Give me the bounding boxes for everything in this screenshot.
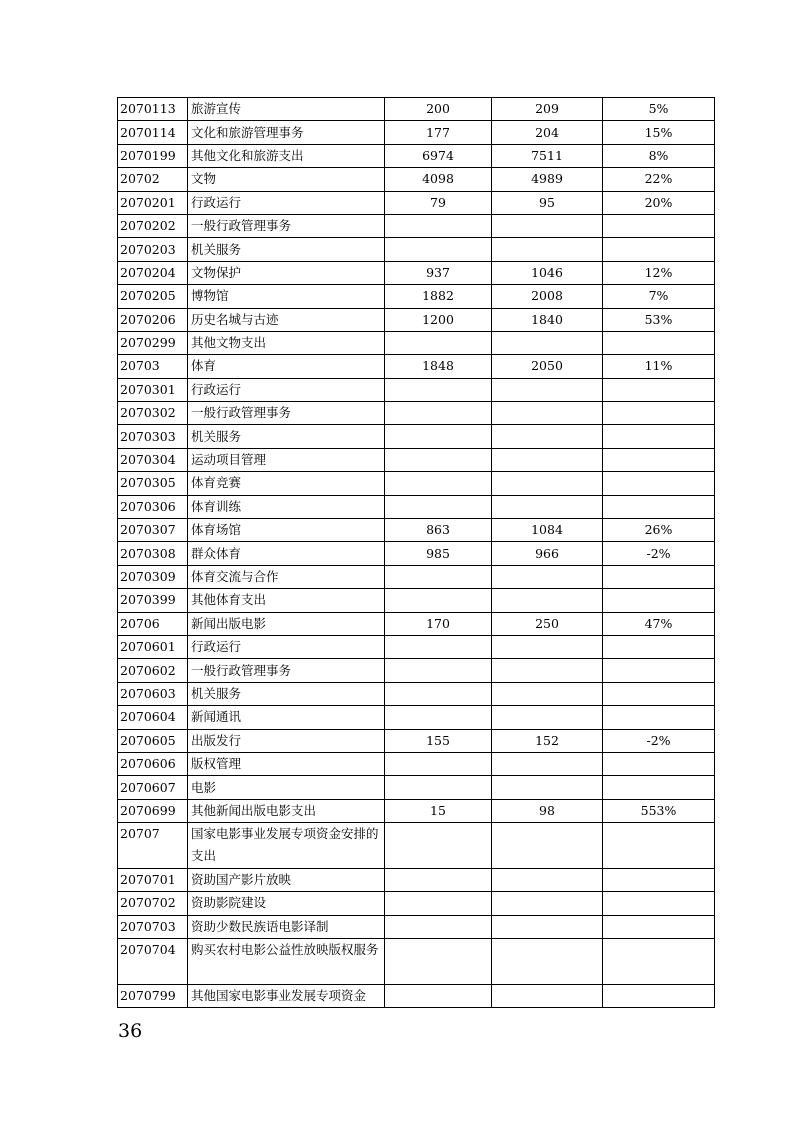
subject-code-cell: 2070302 (118, 402, 188, 425)
subject-name-cell: 群众体育 (188, 542, 385, 565)
growth-rate-cell (603, 472, 715, 495)
amount-prev-cell (385, 495, 492, 518)
amount-current-cell (492, 682, 603, 705)
amount-current-cell: 2050 (492, 355, 603, 378)
amount-prev-cell (385, 659, 492, 682)
subject-name-cell: 出版发行 (188, 729, 385, 752)
amount-prev-cell (385, 939, 492, 985)
subject-code-cell: 2070203 (118, 238, 188, 261)
table-row (118, 659, 715, 682)
amount-prev-cell: 4098 (385, 168, 492, 191)
growth-rate-cell (603, 939, 715, 985)
subject-code-cell: 2070113 (118, 98, 188, 121)
growth-rate-cell: 26% (603, 519, 715, 542)
table-row (118, 425, 715, 448)
growth-rate-cell (603, 892, 715, 915)
amount-prev-cell (385, 868, 492, 891)
amount-current-cell (492, 565, 603, 588)
table-row (118, 939, 715, 985)
growth-rate-cell: 8% (603, 144, 715, 167)
amount-current-cell: 204 (492, 121, 603, 144)
subject-name-cell: 一般行政管理事务 (188, 659, 385, 682)
growth-rate-cell: 22% (603, 168, 715, 191)
subject-name-cell: 行政运行 (188, 191, 385, 214)
subject-name-cell: 文物保护 (188, 261, 385, 284)
growth-rate-cell (603, 776, 715, 799)
amount-prev-cell: 15 (385, 799, 492, 822)
growth-rate-cell (603, 635, 715, 658)
subject-code-cell: 2070309 (118, 565, 188, 588)
amount-current-cell (492, 589, 603, 612)
amount-current-cell (492, 214, 603, 237)
amount-prev-cell: 985 (385, 542, 492, 565)
growth-rate-cell (603, 752, 715, 775)
amount-current-cell (492, 238, 603, 261)
subject-name-cell: 其他体育支出 (188, 589, 385, 612)
subject-code-cell: 2070206 (118, 308, 188, 331)
amount-prev-cell (385, 472, 492, 495)
amount-current-cell: 1840 (492, 308, 603, 331)
subject-name-cell: 文物 (188, 168, 385, 191)
amount-current-cell (492, 659, 603, 682)
growth-rate-cell (603, 984, 715, 1007)
subject-code-cell: 2070199 (118, 144, 188, 167)
amount-prev-cell: 1200 (385, 308, 492, 331)
table-row (118, 331, 715, 354)
subject-code-cell: 2070308 (118, 542, 188, 565)
growth-rate-cell (603, 915, 715, 938)
subject-name-cell: 行政运行 (188, 635, 385, 658)
table-row (118, 402, 715, 425)
table-row (118, 915, 715, 938)
subject-code-cell: 2070204 (118, 261, 188, 284)
growth-rate-cell: 20% (603, 191, 715, 214)
growth-rate-cell: 53% (603, 308, 715, 331)
amount-current-cell (492, 706, 603, 729)
amount-prev-cell (385, 402, 492, 425)
amount-prev-cell: 177 (385, 121, 492, 144)
amount-current-cell: 250 (492, 612, 603, 635)
subject-name-cell: 购买农村电影公益性放映版权服务 (188, 939, 385, 985)
subject-name-cell: 机关服务 (188, 682, 385, 705)
amount-prev-cell: 1848 (385, 355, 492, 378)
subject-name-cell: 国家电影事业发展专项资金安排的支出 (188, 823, 385, 869)
amount-prev-cell (385, 425, 492, 448)
amount-current-cell (492, 402, 603, 425)
growth-rate-cell: 15% (603, 121, 715, 144)
amount-prev-cell: 937 (385, 261, 492, 284)
table-row (118, 261, 715, 284)
amount-current-cell: 98 (492, 799, 603, 822)
table-row (118, 168, 715, 191)
table-row (118, 214, 715, 237)
table-row (118, 378, 715, 401)
growth-rate-cell (603, 565, 715, 588)
table-row (118, 285, 715, 308)
growth-rate-cell: 11% (603, 355, 715, 378)
table-row (118, 121, 715, 144)
amount-prev-cell (385, 238, 492, 261)
amount-current-cell (492, 425, 603, 448)
amount-current-cell (492, 472, 603, 495)
table-row (118, 519, 715, 542)
amount-prev-cell: 1882 (385, 285, 492, 308)
amount-current-cell (492, 776, 603, 799)
subject-code-cell: 2070303 (118, 425, 188, 448)
amount-current-cell (492, 331, 603, 354)
subject-code-cell: 2070602 (118, 659, 188, 682)
subject-code-cell: 20703 (118, 355, 188, 378)
subject-code-cell: 20702 (118, 168, 188, 191)
subject-code-cell: 2070307 (118, 519, 188, 542)
subject-name-cell: 其他国家电影事业发展专项资金 (188, 984, 385, 1007)
budget-table-body (118, 98, 715, 1008)
table-row (118, 612, 715, 635)
growth-rate-cell (603, 425, 715, 448)
table-row (118, 144, 715, 167)
table-row (118, 729, 715, 752)
growth-rate-cell (603, 495, 715, 518)
growth-rate-cell (603, 823, 715, 869)
subject-code-cell: 2070301 (118, 378, 188, 401)
growth-rate-cell (603, 706, 715, 729)
amount-prev-cell (385, 915, 492, 938)
subject-code-cell: 2070306 (118, 495, 188, 518)
subject-name-cell: 机关服务 (188, 425, 385, 448)
table-row (118, 776, 715, 799)
amount-prev-cell: 863 (385, 519, 492, 542)
growth-rate-cell (603, 402, 715, 425)
subject-code-cell: 2070702 (118, 892, 188, 915)
table-row (118, 238, 715, 261)
table-row (118, 448, 715, 471)
subject-code-cell: 20707 (118, 823, 188, 869)
growth-rate-cell (603, 448, 715, 471)
table-row (118, 823, 715, 869)
growth-rate-cell (603, 331, 715, 354)
amount-current-cell: 209 (492, 98, 603, 121)
table-row (118, 752, 715, 775)
amount-current-cell (492, 823, 603, 869)
amount-prev-cell (385, 823, 492, 869)
subject-name-cell: 资助国产影片放映 (188, 868, 385, 891)
amount-current-cell: 966 (492, 542, 603, 565)
amount-prev-cell (385, 214, 492, 237)
amount-current-cell (492, 495, 603, 518)
subject-code-cell: 2070114 (118, 121, 188, 144)
subject-code-cell: 2070299 (118, 331, 188, 354)
table-row (118, 495, 715, 518)
amount-current-cell: 95 (492, 191, 603, 214)
amount-current-cell: 1084 (492, 519, 603, 542)
amount-current-cell (492, 868, 603, 891)
subject-code-cell: 2070399 (118, 589, 188, 612)
table-row (118, 799, 715, 822)
subject-name-cell: 一般行政管理事务 (188, 402, 385, 425)
amount-prev-cell (385, 752, 492, 775)
subject-code-cell: 2070606 (118, 752, 188, 775)
table-row (118, 542, 715, 565)
subject-code-cell: 2070202 (118, 214, 188, 237)
amount-prev-cell (385, 776, 492, 799)
growth-rate-cell: 5% (603, 98, 715, 121)
subject-name-cell: 其他文化和旅游支出 (188, 144, 385, 167)
growth-rate-cell (603, 682, 715, 705)
amount-current-cell: 1046 (492, 261, 603, 284)
amount-prev-cell (385, 448, 492, 471)
subject-name-cell: 其他新闻出版电影支出 (188, 799, 385, 822)
amount-current-cell (492, 378, 603, 401)
subject-code-cell: 2070799 (118, 984, 188, 1007)
subject-name-cell: 机关服务 (188, 238, 385, 261)
growth-rate-cell (603, 378, 715, 401)
amount-prev-cell: 155 (385, 729, 492, 752)
subject-code-cell: 2070603 (118, 682, 188, 705)
table-row (118, 355, 715, 378)
table-row (118, 868, 715, 891)
subject-name-cell: 资助影院建设 (188, 892, 385, 915)
budget-table (117, 97, 715, 1008)
amount-prev-cell (385, 331, 492, 354)
subject-name-cell: 其他文物支出 (188, 331, 385, 354)
growth-rate-cell: 47% (603, 612, 715, 635)
amount-prev-cell (385, 565, 492, 588)
amount-current-cell: 4989 (492, 168, 603, 191)
amount-prev-cell (385, 984, 492, 1007)
subject-name-cell: 一般行政管理事务 (188, 214, 385, 237)
amount-current-cell (492, 752, 603, 775)
table-row (118, 472, 715, 495)
table-row (118, 308, 715, 331)
subject-code-cell: 20706 (118, 612, 188, 635)
subject-name-cell: 体育竞赛 (188, 472, 385, 495)
amount-prev-cell: 170 (385, 612, 492, 635)
growth-rate-cell: -2% (603, 729, 715, 752)
subject-name-cell: 行政运行 (188, 378, 385, 401)
amount-current-cell: 152 (492, 729, 603, 752)
page-number: 36 (118, 1020, 143, 1042)
subject-code-cell: 2070699 (118, 799, 188, 822)
subject-name-cell: 体育训练 (188, 495, 385, 518)
amount-prev-cell: 79 (385, 191, 492, 214)
growth-rate-cell (603, 214, 715, 237)
growth-rate-cell: 12% (603, 261, 715, 284)
table-row (118, 892, 715, 915)
growth-rate-cell (603, 868, 715, 891)
table-row (118, 589, 715, 612)
subject-code-cell: 2070704 (118, 939, 188, 985)
table-row (118, 706, 715, 729)
subject-code-cell: 2070601 (118, 635, 188, 658)
subject-code-cell: 2070305 (118, 472, 188, 495)
amount-current-cell (492, 892, 603, 915)
amount-current-cell (492, 984, 603, 1007)
amount-prev-cell: 200 (385, 98, 492, 121)
subject-name-cell: 新闻通讯 (188, 706, 385, 729)
amount-prev-cell (385, 635, 492, 658)
subject-name-cell: 运动项目管理 (188, 448, 385, 471)
subject-name-cell: 电影 (188, 776, 385, 799)
amount-prev-cell (385, 589, 492, 612)
growth-rate-cell (603, 238, 715, 261)
table-row (118, 635, 715, 658)
table-row (118, 565, 715, 588)
table-row (118, 98, 715, 121)
subject-name-cell: 博物馆 (188, 285, 385, 308)
amount-prev-cell (385, 682, 492, 705)
table-row (118, 682, 715, 705)
subject-name-cell: 体育交流与合作 (188, 565, 385, 588)
subject-name-cell: 新闻出版电影 (188, 612, 385, 635)
subject-code-cell: 2070607 (118, 776, 188, 799)
subject-name-cell: 版权管理 (188, 752, 385, 775)
growth-rate-cell: -2% (603, 542, 715, 565)
amount-current-cell (492, 635, 603, 658)
growth-rate-cell (603, 659, 715, 682)
growth-rate-cell: 553% (603, 799, 715, 822)
subject-name-cell: 资助少数民族语电影译制 (188, 915, 385, 938)
table-row (118, 191, 715, 214)
subject-code-cell: 2070201 (118, 191, 188, 214)
subject-code-cell: 2070604 (118, 706, 188, 729)
subject-code-cell: 2070605 (118, 729, 188, 752)
amount-prev-cell (385, 378, 492, 401)
growth-rate-cell: 7% (603, 285, 715, 308)
table-row (118, 984, 715, 1007)
amount-prev-cell (385, 706, 492, 729)
amount-current-cell (492, 448, 603, 471)
subject-name-cell: 体育场馆 (188, 519, 385, 542)
amount-prev-cell (385, 892, 492, 915)
amount-current-cell (492, 915, 603, 938)
subject-name-cell: 旅游宣传 (188, 98, 385, 121)
subject-code-cell: 2070703 (118, 915, 188, 938)
subject-name-cell: 历史名城与古迹 (188, 308, 385, 331)
amount-prev-cell: 6974 (385, 144, 492, 167)
subject-code-cell: 2070205 (118, 285, 188, 308)
subject-name-cell: 体育 (188, 355, 385, 378)
amount-current-cell: 2008 (492, 285, 603, 308)
amount-current-cell: 7511 (492, 144, 603, 167)
subject-code-cell: 2070701 (118, 868, 188, 891)
amount-current-cell (492, 939, 603, 985)
subject-name-cell: 文化和旅游管理事务 (188, 121, 385, 144)
subject-code-cell: 2070304 (118, 448, 188, 471)
growth-rate-cell (603, 589, 715, 612)
